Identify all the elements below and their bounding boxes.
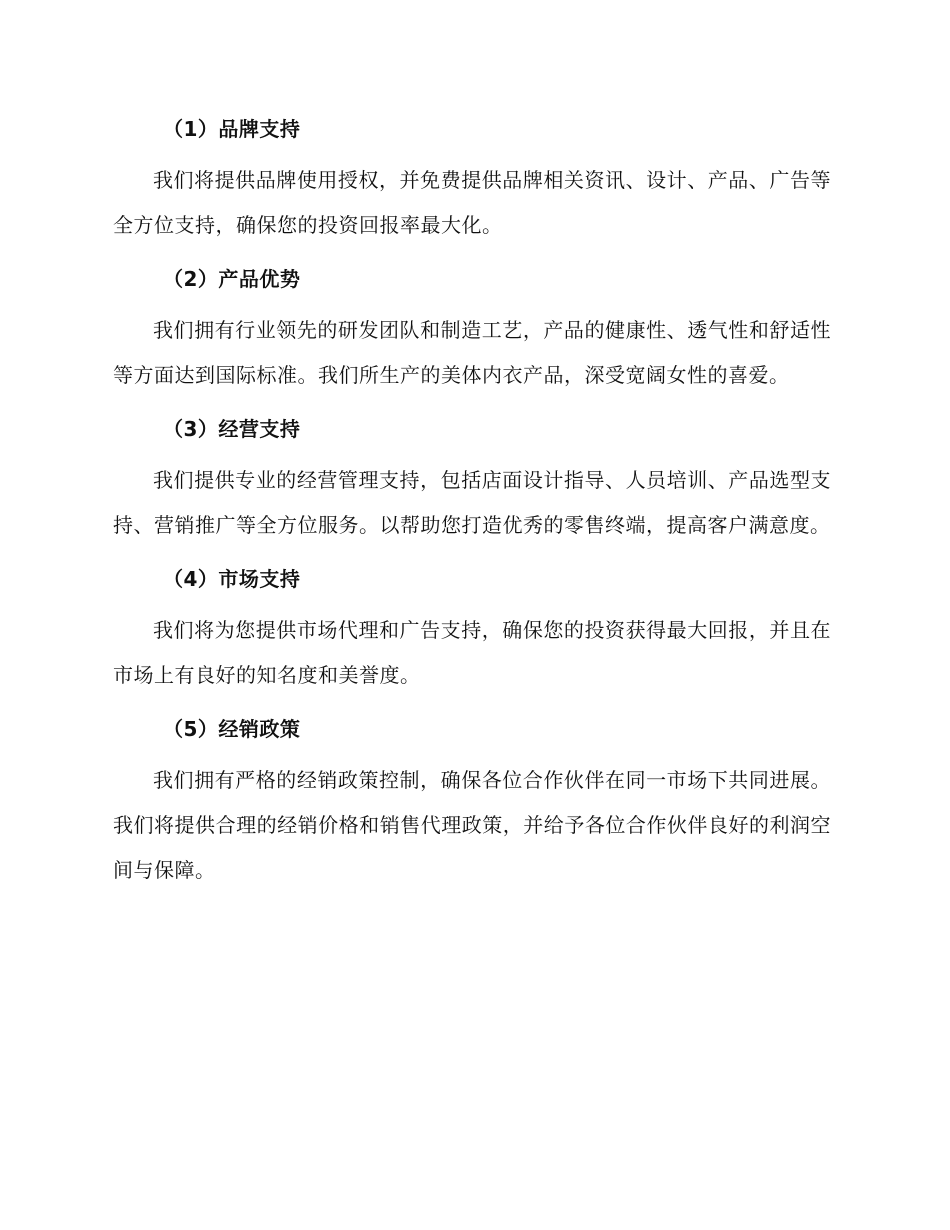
section-heading: （4）市场支持 [163, 567, 301, 591]
section-paragraph: 我们拥有行业领先的研发团队和制造工艺，产品的健康性、透气性和舒适性等方面达到国际标准。我们所生产的美体内衣产品，深受宽阔女性的喜爱。 [113, 318, 831, 387]
section-heading: （5）经销政策 [163, 717, 301, 741]
section-distribution-policy [113, 712, 831, 893]
section-heading: （1）品牌支持 [163, 117, 301, 141]
document-content [113, 112, 831, 907]
section-operation-support [113, 412, 831, 548]
section-paragraph: 我们将提供品牌使用授权，并免费提供品牌相关资讯、设计、产品、广告等全方位支持，确保您的投资回报率最大化。 [113, 168, 831, 237]
section-paragraph: 我们将为您提供市场代理和广告支持，确保您的投资获得最大回报，并且在市场上有良好的知名度和美誉度。 [113, 618, 831, 687]
section-market-support [113, 562, 831, 698]
section-product-advantage [113, 262, 831, 398]
section-heading: （3）经营支持 [163, 417, 301, 441]
section-paragraph: 我们拥有严格的经销政策控制，确保各位合作伙伴在同一市场下共同进展。我们将提供合理的经销价格和销售代理政策，并给予各位合作伙伴良好的利润空间与保障。 [113, 768, 831, 882]
section-paragraph: 我们提供专业的经营管理支持，包括店面设计指导、人员培训、产品选型支持、营销推广等全方位服务。以帮助您打造优秀的零售终端，提高客户满意度。 [113, 468, 831, 537]
section-brand-support [113, 112, 831, 248]
section-heading: （2）产品优势 [163, 267, 301, 291]
